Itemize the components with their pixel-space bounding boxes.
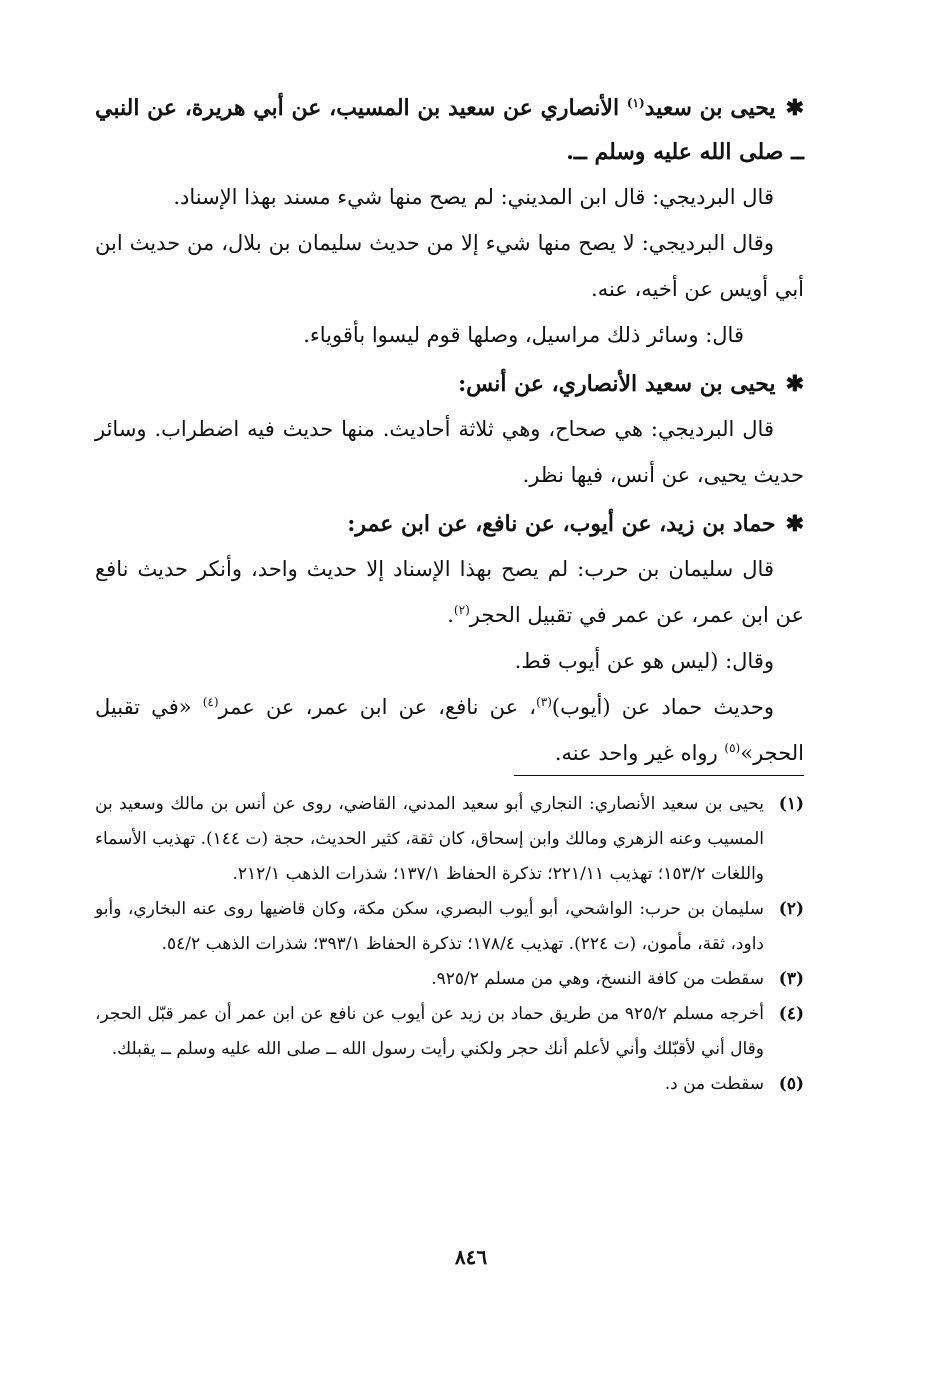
footnote (95, 962, 804, 997)
asterisk-icon: ✱ (785, 511, 804, 537)
page-number: ٨٤٦ (454, 1245, 488, 1269)
footnote-text: سقطت من د. (664, 1074, 764, 1094)
heading-text: حماد بن زيد، عن أيوب، عن نافع، عن ابن عمر: (347, 511, 776, 537)
footnote-ref[interactable]: (٤) (202, 695, 219, 709)
paragraph: قال البرديجي: قال ابن المديني: لم يصح منها شيء مسند بهذا الإسناد. (173, 185, 774, 209)
footnote-text: أخرجه مسلم ٩٢٥/٢ من طريق حماد بن زيد عن أيوب عن نافع عن ابن عمر أن عمر قبّل الحجر، وقال أني لأقبّلك وأني لأعلم أنك حجر ولكني رأيت رسول الله ــ صلى الله عليه وسلم ــ يقبلك. (95, 1004, 764, 1059)
footnote-number: (١) (778, 794, 804, 814)
paragraph (95, 546, 804, 638)
entry-heading (95, 362, 804, 406)
footnote-text: سقطت من كافة النسخ، وهي من مسلم ٩٢٥/٢. (431, 969, 764, 989)
footnote-ref[interactable]: (٥) (724, 741, 741, 755)
entry-heading (95, 86, 804, 174)
footnote-ref[interactable]: (٢) (453, 603, 470, 617)
paragraph-text: «في تقبيل الحجر» (95, 695, 804, 765)
footnote (95, 997, 804, 1067)
paragraph (95, 684, 804, 776)
paragraph: وقال البرديجي: لا يصح منها شيء إلا من حديث سليمان بن بلال، من حديث ابن أبي أويس عن أخيه، عنه. (95, 231, 804, 301)
footnote-ref[interactable]: (١) (626, 96, 645, 110)
asterisk-icon: ✱ (785, 371, 804, 397)
paragraph-text: رواه غير واحد عنه. (554, 741, 725, 765)
footnote-text: يحيى بن سعيد الأنصاري: النجاري أبو سعيد المدني، القاضي، روى عن أنس بن مالك وسعيد بن المسيب وعنه الزهري ومالك وابن إسحاق، كان ثقة، كثير الحديث، حجة (ت ١٤٤). تهذيب الأسماء واللغات ١٥٣/٢؛ تهذيب ٢٢١/١١؛ تذكرة الحفاظ ١٣٧/١؛ شذرات الذهب ٢١٢/١. (95, 794, 764, 884)
footnote (95, 1067, 804, 1102)
heading-text: الأنصاري عن سعيد بن المسيب، عن أبي هريرة، عن النبي ــ صلى الله عليه وسلم ــ. (95, 95, 804, 165)
heading-text: يحيى بن سعيد (644, 95, 776, 121)
paragraph-text: ، عن نافع، عن ابن عمر، عن عمر (218, 695, 537, 719)
footnote (95, 787, 804, 892)
footnote-text: سليمان بن حرب: الواشحي، أبو أيوب البصري، سكن مكة، وكان قاضيها روى عنه البخاري، وأبو داود، ثقة، مأمون، (ت ٢٢٤). تهذيب ١٧٨/٤؛ تذكرة الحفاظ ٣٩٣/١؛ شذرات الذهب ٥٤/٢. (95, 899, 764, 954)
footnotes (95, 787, 804, 1102)
footnote-ref[interactable]: (٣) (536, 695, 552, 709)
footnote-number: (٣) (778, 969, 804, 989)
footnote (95, 892, 804, 962)
footnote-divider (514, 775, 804, 776)
asterisk-icon: ✱ (785, 95, 804, 121)
entry-heading (95, 502, 804, 546)
paragraph: قال: وسائر ذلك مراسيل، وصلها قوم ليسوا بأقوياء. (303, 323, 744, 347)
paragraph-text: وحديث حماد عن (أيوب) (551, 695, 774, 719)
footnote-number: (٤) (778, 1004, 804, 1024)
paragraph: قال البرديجي: هي صحاح، وهي ثلاثة أحاديث. منها حديث فيه اضطراب. وسائر حديث يحيى، عن أنس، فيها نظر. (95, 417, 804, 487)
paragraph-text: . (447, 603, 454, 627)
footnote-number: (٢) (778, 899, 804, 919)
heading-text: يحيى بن سعيد الأنصاري، عن أنس: (458, 371, 776, 397)
footnote-number: (٥) (778, 1074, 804, 1094)
main-text (95, 86, 804, 776)
paragraph: وقال: (ليس هو عن أيوب قط. (514, 649, 774, 673)
paragraph-text: قال سليمان بن حرب: لم يصح بهذا الإسناد إلا حديث واحد، وأنكر حديث نافع عن ابن عمر، عن عمر في تقبيل الحجر (95, 557, 804, 627)
